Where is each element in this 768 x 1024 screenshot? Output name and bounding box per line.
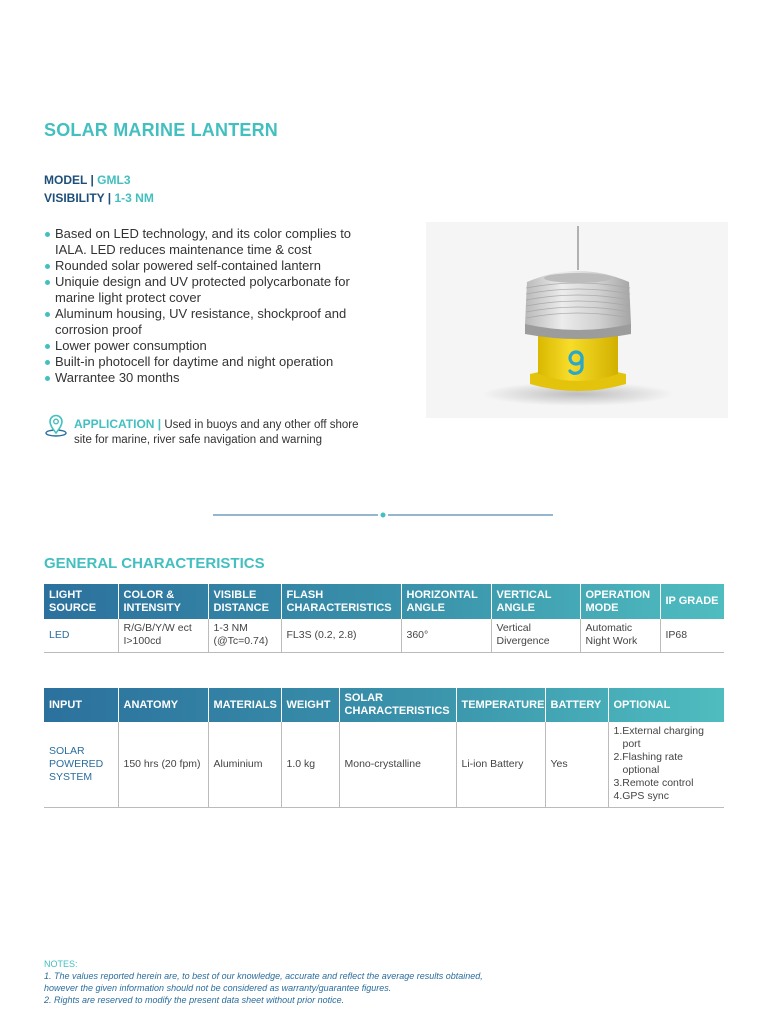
list-item: 2.Flashing rate optional: [613, 751, 683, 777]
notes-line: 2. Rights are reserved to modify the present data sheet without prior notice.: [44, 995, 345, 1005]
table-cell: Aluminium: [208, 722, 281, 807]
visibility-value: 1-3 NM: [114, 191, 154, 205]
column-header: IP GRADE: [660, 584, 724, 619]
lantern-illustration: [426, 222, 728, 418]
application-text: [74, 417, 364, 448]
table-cell-optional: [608, 722, 724, 807]
column-header: LIGHT SOURCE: [44, 584, 118, 619]
product-image: [426, 222, 728, 418]
table-cell: Automatic Night Work: [580, 619, 660, 652]
notes-line: 1. The values reported herein are, to best of our knowledge, accurate and reflect the average results obtained,: [44, 971, 483, 981]
column-header: ANATOMY: [118, 688, 208, 722]
table-cell: FL3S (0.2, 2.8): [281, 619, 401, 652]
feature-item: Built-in photocell for daytime and night operation: [44, 354, 384, 370]
list-item: 1.External charging port: [613, 725, 704, 751]
general-characteristics-title: GENERAL CHARACTERISTICS: [44, 555, 265, 572]
column-header: INPUT: [44, 688, 118, 722]
column-header: VERTICAL ANGLE: [491, 584, 580, 619]
table-cell: LED: [44, 619, 118, 652]
table-cell: Yes: [545, 722, 608, 807]
table-header-row: [44, 688, 724, 722]
model-value: GML3: [97, 173, 131, 187]
feature-item: Based on LED technology, and its color complies to IALA. LED reduces maintenance time & cost: [44, 226, 384, 258]
table-cell: 1.0 kg: [281, 722, 339, 807]
notes-label: NOTES:: [44, 959, 78, 969]
visibility-label: VISIBILITY |: [44, 191, 112, 205]
column-header: TEMPERATURE: [456, 688, 545, 722]
list-item: 3.Remote control: [613, 777, 694, 790]
page-title: SOLAR MARINE LANTERN: [44, 120, 278, 140]
feature-item: Lower power consumption: [44, 338, 384, 354]
feature-item: Uniquie design and UV protected polycarbonate for marine light protect cover: [44, 274, 384, 306]
table-cell: 150 hrs (20 fpm): [118, 722, 208, 807]
power-table: [44, 688, 724, 808]
column-header: BATTERY: [545, 688, 608, 722]
application-description: Used in buoys and any other off shore site for marine, river safe navigation and warning: [74, 419, 359, 446]
table-cell: 1-3 NM (@Tc=0.74): [208, 619, 281, 652]
column-header: SOLAR CHARACTERISTICS: [339, 688, 456, 722]
column-header: WEIGHT: [281, 688, 339, 722]
column-header: OPERATION MODE: [580, 584, 660, 619]
table-cell: 360°: [401, 619, 491, 652]
notes-line: however the given information should not be considered as warranty/guarantee figures.: [44, 983, 392, 993]
model-label: MODEL |: [44, 173, 94, 187]
feature-item: Warrantee 30 months: [44, 370, 384, 386]
model-line: [44, 173, 131, 187]
section-divider: [213, 508, 553, 522]
notes: [44, 958, 724, 1006]
table-row: [44, 722, 724, 807]
location-pin-icon: [44, 413, 68, 437]
column-header: HORIZONTAL ANGLE: [401, 584, 491, 619]
optional-list: [614, 725, 720, 803]
application-label: APPLICATION |: [74, 417, 162, 431]
column-header: FLASH CHARACTERISTICS: [281, 584, 401, 619]
list-item: 4.GPS sync: [613, 790, 669, 803]
column-header: MATERIALS: [208, 688, 281, 722]
table-cell: R/G/B/Y/W ect I>100cd: [118, 619, 208, 652]
table-cell: SOLAR POWERED SYSTEM: [44, 722, 118, 807]
table-cell: IP68: [660, 619, 724, 652]
table-row: [44, 619, 724, 652]
table-header-row: [44, 584, 724, 619]
column-header: OPTIONAL: [608, 688, 724, 722]
feature-list: [44, 226, 384, 386]
table-cell: Mono-crystalline: [339, 722, 456, 807]
table-cell: Vertical Divergence: [491, 619, 580, 652]
column-header: COLOR & INTENSITY: [118, 584, 208, 619]
feature-item: Rounded solar powered self-contained lantern: [44, 258, 384, 274]
visibility-line: [44, 191, 154, 205]
feature-item: Aluminum housing, UV resistance, shockproof and corrosion proof: [44, 306, 384, 338]
characteristics-table: [44, 584, 724, 653]
column-header: VISIBLE DISTANCE: [208, 584, 281, 619]
table-cell: Li-ion Battery: [456, 722, 545, 807]
